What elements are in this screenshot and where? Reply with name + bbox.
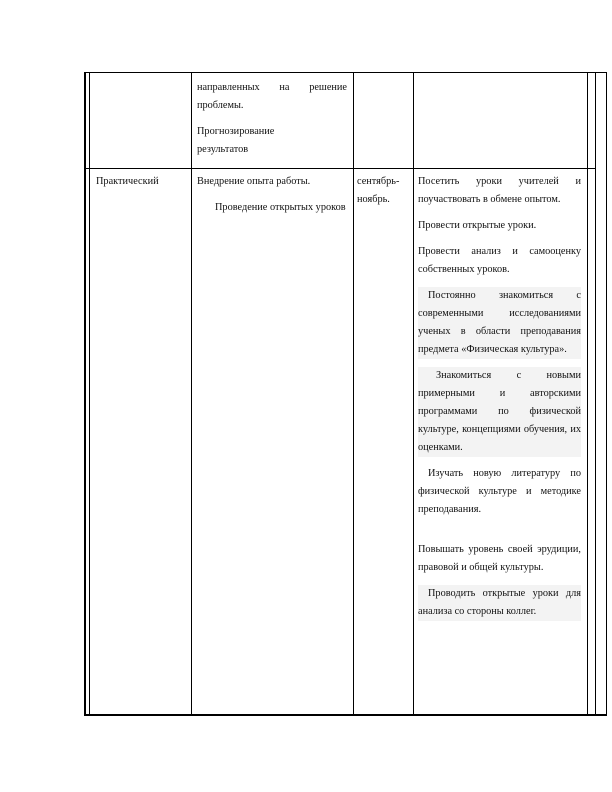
content-text-2: Проведение открытых уроков — [215, 202, 346, 213]
table-border-top — [84, 72, 607, 73]
action-item-1: Посетить уроки учителей и поучаствовать в обмене опытом. — [418, 176, 581, 205]
blank-line — [418, 527, 581, 541]
stage-cell — [96, 173, 186, 199]
row-divider — [84, 168, 596, 169]
dates-cell — [357, 173, 411, 217]
table-border-right — [606, 72, 607, 716]
action-item-4: Постоянно знакомиться с современными исследованиями ученых в области преподавания предмета «Физическая культура». — [418, 287, 581, 359]
stage-label: Практический — [96, 176, 159, 187]
action-item-6: Изучать новую литературу по физической культуре и методике преподавания. — [418, 468, 581, 515]
row1-content-cell — [197, 79, 347, 167]
table-border-bottom — [84, 714, 607, 716]
row1-content-text-2: Прогнозирование результатов — [197, 126, 275, 155]
content-text-1: Внедрение опыта работы. — [197, 176, 311, 187]
content-cell — [197, 173, 347, 225]
plan-table — [84, 72, 610, 716]
actions-cell — [418, 173, 581, 629]
action-item-5: Знакомиться с новыми примерными и авторскими программами по физической культуре, концепциями обучения, их оценками. — [418, 367, 581, 457]
row1-content-text-1: направленных на решение проблемы. — [197, 82, 347, 111]
action-item-3: Провести анализ и самооценку собственных уроков. — [418, 246, 581, 275]
action-item-2: Провести открытые уроки. — [418, 220, 537, 231]
action-item-7: Повышать уровень своей эрудиции, правовой и общей культуры. — [418, 544, 581, 573]
dates-text: сентябрь-ноябрь. — [357, 176, 400, 205]
action-item-8: Проводить открытые уроки для анализа со стороны коллег. — [418, 585, 581, 621]
